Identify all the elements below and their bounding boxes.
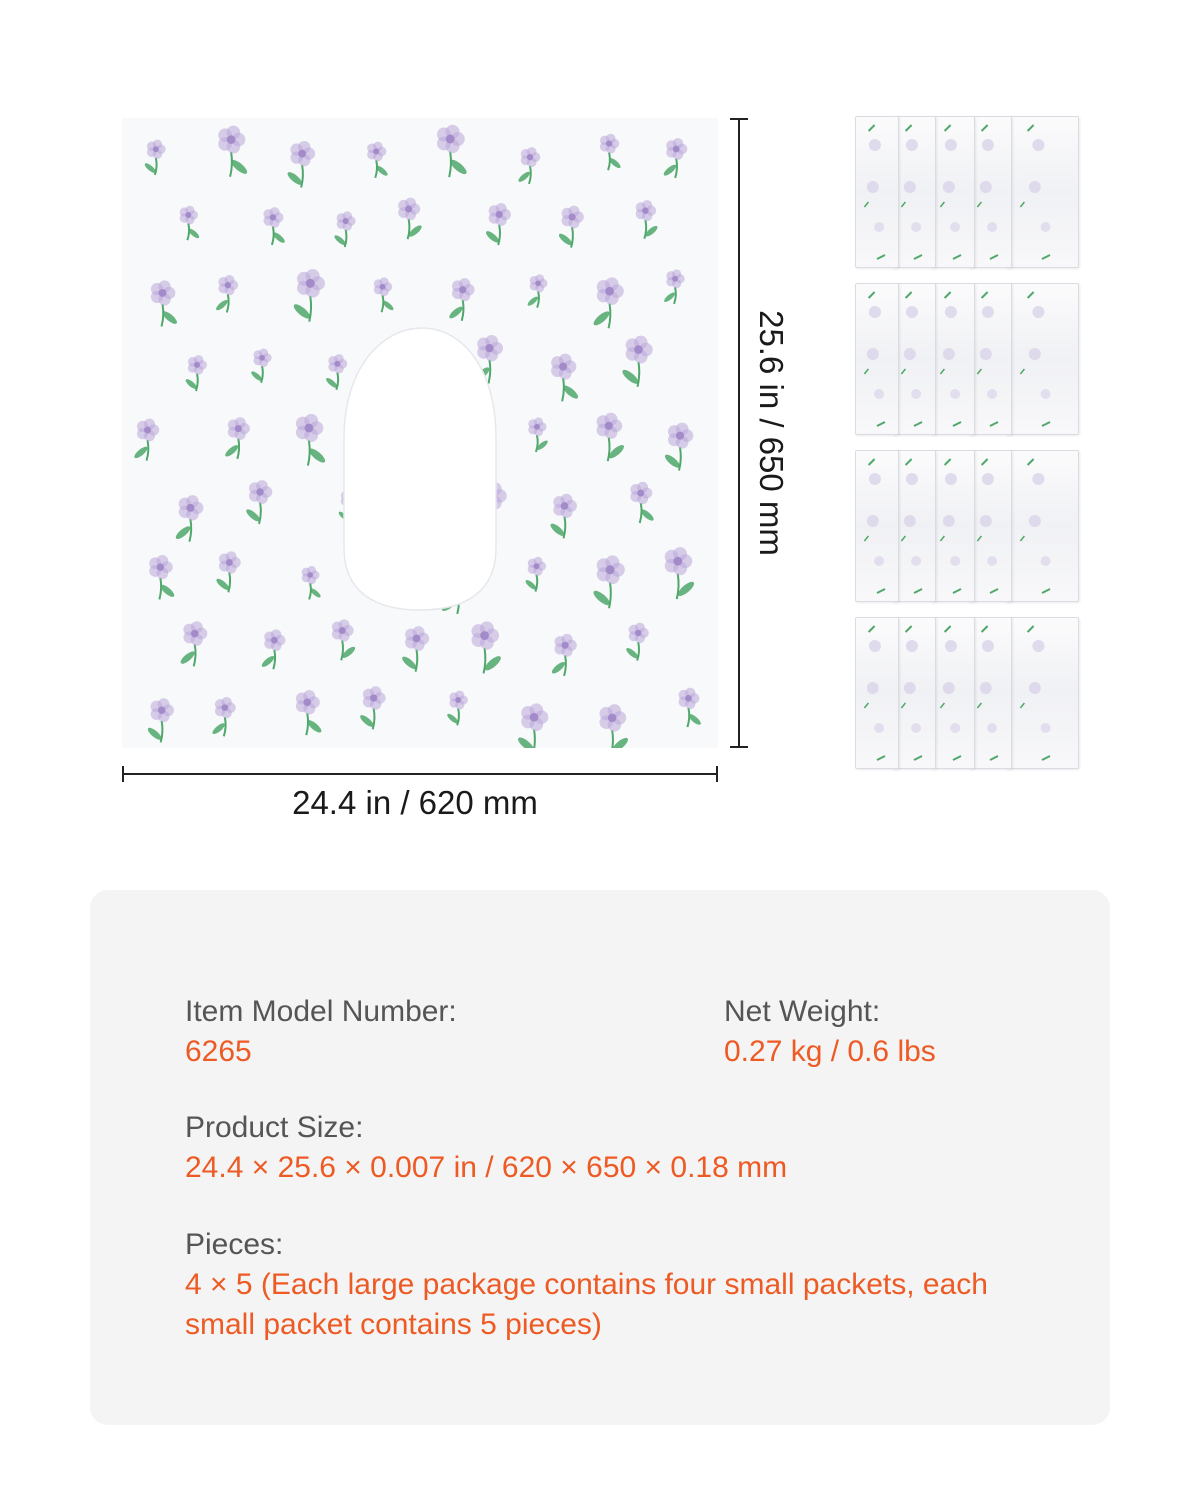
weight-value: 0.27 kg / 0.6 lbs <box>724 1035 936 1068</box>
weight-field <box>724 992 936 1072</box>
packet-group <box>855 617 1080 769</box>
packet <box>931 116 975 268</box>
seat-opening <box>344 328 496 610</box>
packet <box>855 617 899 769</box>
spec-panel <box>90 890 1110 1425</box>
height-dimension-line <box>730 118 748 748</box>
packet <box>1005 617 1079 769</box>
height-label: 25.6 in / 650 mm <box>753 310 790 556</box>
width-label: 24.4 in / 620 mm <box>292 784 538 821</box>
packet <box>931 450 975 602</box>
seat-cover-sheet-image <box>122 118 718 748</box>
size-field <box>185 1108 787 1188</box>
packet <box>1005 450 1079 602</box>
packet <box>1005 283 1079 435</box>
packet-stack-image <box>855 116 1080 784</box>
model-value: 6265 <box>185 1035 252 1068</box>
packet-group <box>855 116 1080 268</box>
floral-pattern <box>122 118 718 748</box>
weight-label: Net Weight: <box>724 995 881 1028</box>
packet <box>931 617 975 769</box>
packet-group <box>855 450 1080 602</box>
pieces-field <box>185 1225 1065 1345</box>
packet <box>931 283 975 435</box>
packet <box>855 283 899 435</box>
pieces-value: 4 × 5 (Each large package contains four small packets, each small packet contains 5 pieces) <box>185 1268 988 1341</box>
model-label: Item Model Number: <box>185 995 457 1028</box>
packet <box>855 116 899 268</box>
width-dimension-line <box>122 766 718 782</box>
size-label: Product Size: <box>185 1111 364 1144</box>
packet-group <box>855 283 1080 435</box>
model-field <box>185 992 457 1072</box>
packet <box>1005 116 1079 268</box>
pieces-label: Pieces: <box>185 1228 284 1261</box>
size-value: 24.4 × 25.6 × 0.007 in / 620 × 650 × 0.18 mm <box>185 1151 788 1184</box>
packet <box>855 450 899 602</box>
